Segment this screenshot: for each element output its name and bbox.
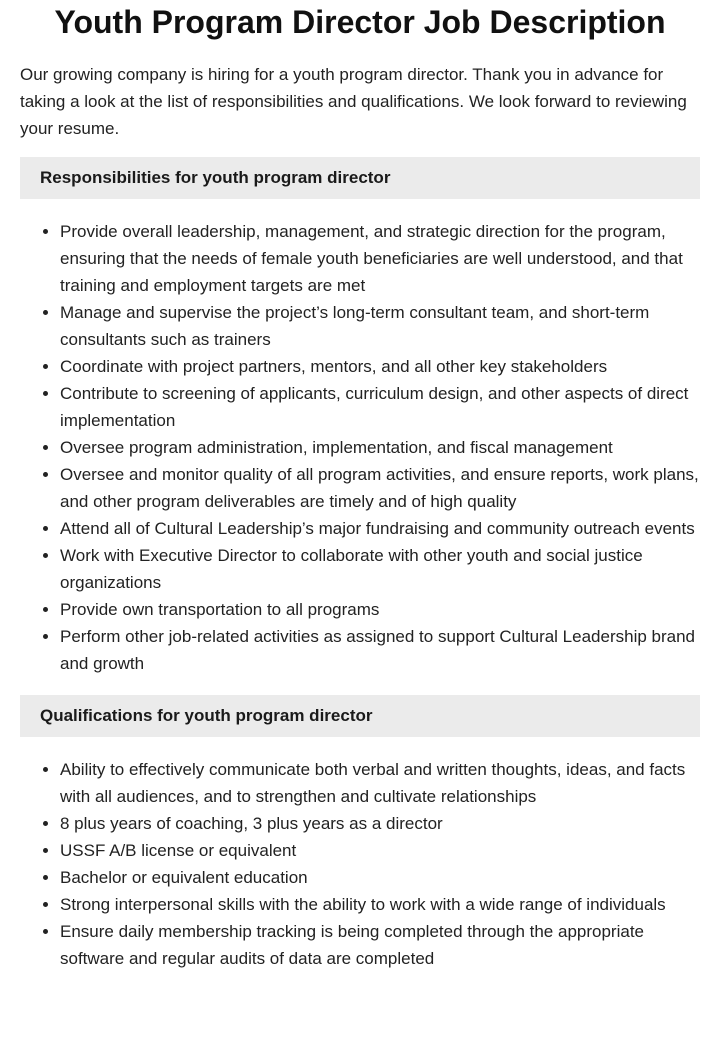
qualifications-heading: Qualifications for youth program director [20,695,700,737]
list-item: • Oversee and monitor quality of all program activities, and ensure reports, work plans, and other program deliverables are timely and of high quality [60,461,700,515]
list-item: • Work with Executive Director to collaborate with other youth and social justice organizations [60,542,700,596]
page-title: Youth Program Director Job Description [54,4,666,40]
list-item: • Manage and supervise the project’s long-term consultant team, and short-term consultants such as trainers [60,299,700,353]
list-item: • Perform other job-related activities as assigned to support Cultural Leadership brand and growth [60,623,700,677]
qualifications-list [20,756,700,972]
responsibilities-list [20,218,700,677]
intro-paragraph: Our growing company is hiring for a youth program director. Thank you in advance for taking a look at the list of responsibilities and qualifications. We look forward to reviewing your resume. [20,65,687,138]
list-item: • 8 plus years of coaching, 3 plus years as a director [60,810,700,837]
list-item: • Oversee program administration, implementation, and fiscal management [60,434,700,461]
list-item: • Provide own transportation to all programs [60,596,700,623]
list-item: • Bachelor or equivalent education [60,864,700,891]
list-item: • Provide overall leadership, management, and strategic direction for the program, ensuring that the needs of female youth beneficiaries are well understood, and that training and employment targets are met [60,218,700,299]
responsibilities-heading: Responsibilities for youth program director [20,157,700,199]
list-item: • Ensure daily membership tracking is being completed through the appropriate software and regular audits of data are completed [60,918,700,972]
list-item: • USSF A/B license or equivalent [60,837,700,864]
list-item: • Attend all of Cultural Leadership’s major fundraising and community outreach events [60,515,700,542]
list-item: • Ability to effectively communicate both verbal and written thoughts, ideas, and facts with all audiences, and to strengthen and cultivate relationships [60,756,700,810]
list-item: • Strong interpersonal skills with the ability to work with a wide range of individuals [60,891,700,918]
list-item: • Coordinate with project partners, mentors, and all other key stakeholders [60,353,700,380]
list-item: • Contribute to screening of applicants, curriculum design, and other aspects of direct implementation [60,380,700,434]
